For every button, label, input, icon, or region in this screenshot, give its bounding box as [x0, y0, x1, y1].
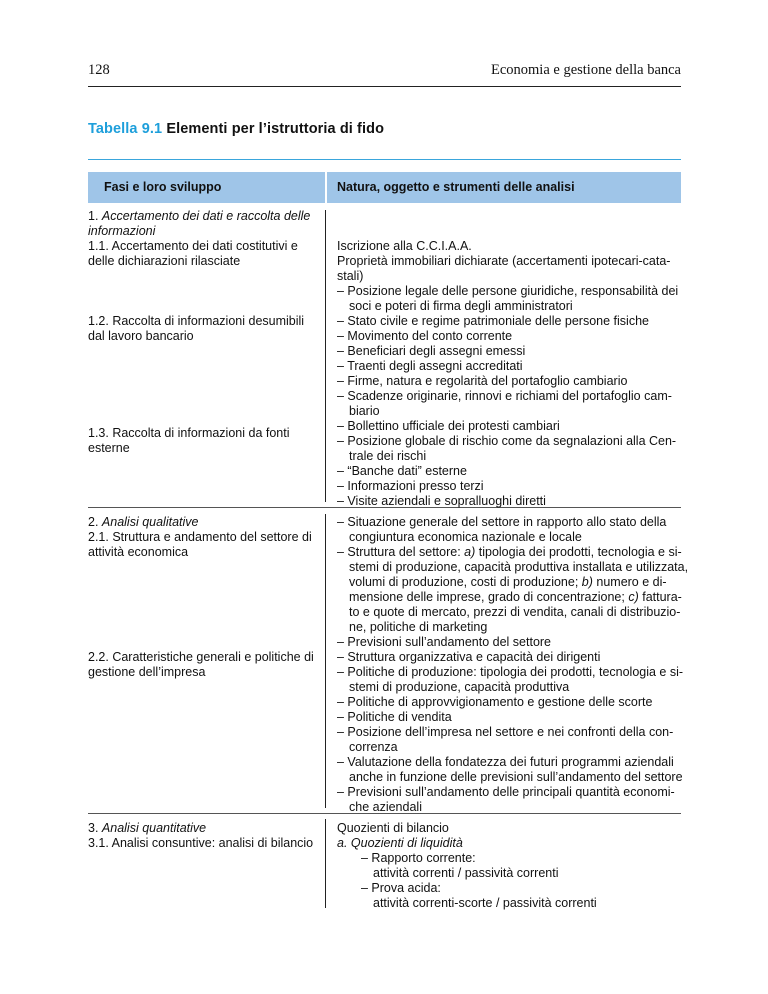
analysis-line: congiuntura economica nazionale e locale — [349, 530, 582, 544]
analysis-line: to e quote di mercato, prezzi di vendita, canali di distribuzio- — [349, 605, 681, 619]
analysis-line: soci e poteri di firma degli amministratori — [349, 299, 573, 313]
table-title: Elementi per l’istruttoria di fido — [166, 121, 385, 137]
column-divider-section-1 — [325, 210, 326, 502]
analysis-line: biario — [349, 404, 380, 418]
analysis-line: stemi di produzione, capacità produttiva installata e utilizzata, — [349, 560, 689, 574]
analysis-line: – Previsioni sull’andamento delle principali quantità economi- — [337, 785, 675, 799]
table-header-divider — [325, 172, 327, 203]
page-number: 128 — [88, 62, 110, 78]
analysis-line: stali) — [337, 269, 364, 283]
subsection-1-1-cont: delle dichiarazioni rilasciate — [88, 254, 241, 268]
analysis-line: Proprietà immobiliari dichiarate (accertamenti ipotecari-cata- — [337, 254, 671, 268]
analysis-line: – Valutazione della fondatezza dei futuri programmi aziendali — [337, 755, 674, 769]
subsection-1-3-cont: esterne — [88, 441, 130, 455]
analysis-line: – Prova acida: — [361, 881, 441, 895]
analysis-line: – Politiche di produzione: tipologia dei prodotti, tecnologia e si- — [337, 665, 684, 679]
analysis-line: – Firme, natura e regolarità del portafoglio cambiario — [337, 374, 628, 388]
table-number: Tabella 9.1 — [88, 121, 163, 137]
running-head: Economia e gestione della banca — [490, 62, 681, 78]
analysis-line: Iscrizione alla C.C.I.A.A. — [337, 239, 472, 253]
analysis-line: volumi di produzione, costi di produzione; b) numero e di- — [349, 575, 667, 589]
analysis-line: stemi di produzione, capacità produttiva — [349, 680, 570, 694]
caption-rule — [88, 159, 681, 160]
analysis-line: ne, politiche di marketing — [349, 620, 488, 634]
subsection-2-2: 2.2. Caratteristiche generali e politiche di — [88, 650, 314, 664]
section-3-heading: 3. Analisi quantitative — [88, 821, 207, 835]
analysis-line: – Informazioni presso terzi — [337, 479, 484, 493]
subsection-1-2-cont: dal lavoro bancario — [88, 329, 194, 343]
analysis-line: – Scadenze originarie, rinnovi e richiami del portafoglio cam- — [337, 389, 672, 403]
subsection-2-1-cont: attività economica — [88, 545, 189, 559]
column-divider-section-3 — [325, 819, 326, 908]
column-header-analysis: Natura, oggetto e strumenti delle analisi — [337, 180, 575, 194]
analysis-line: – Posizione dell’impresa nel settore e nei confronti della con- — [337, 725, 674, 739]
analysis-line: – Struttura organizzativa e capacità dei dirigenti — [337, 650, 601, 664]
subsection-1-1: 1.1. Accertamento dei dati costitutivi e — [88, 239, 298, 253]
analysis-line: – Posizione legale delle persone giuridiche, responsabilità dei — [337, 284, 679, 298]
analysis-line: – Movimento del conto corrente — [337, 329, 513, 343]
analysis-line: – Beneficiari degli assegni emessi — [337, 344, 526, 358]
section-1-heading: 1. Accertamento dei dati e raccolta delle — [88, 209, 311, 223]
analysis-line: anche in funzione delle previsioni sull’andamento del settore — [349, 770, 683, 784]
analysis-line: – Situazione generale del settore in rapporto allo stato della — [337, 515, 667, 529]
column-header-phases: Fasi e loro sviluppo — [104, 180, 222, 194]
analysis-line: a. Quozienti di liquidità — [337, 836, 463, 850]
analysis-line: mensione delle imprese, grado di concentrazione; c) fattura- — [349, 590, 682, 604]
subsection-1-3: 1.3. Raccolta di informazioni da fonti — [88, 426, 290, 440]
analysis-line: – Politiche di approvvigionamento e gestione delle scorte — [337, 695, 653, 709]
analysis-line: – Visite aziendali e sopralluoghi diretti — [337, 494, 546, 508]
analysis-line: – Bollettino ufficiale dei protesti cambiari — [337, 419, 560, 433]
subsection-3-1: 3.1. Analisi consuntive: analisi di bilancio — [88, 836, 314, 850]
analysis-line: – Struttura del settore: a) tipologia dei prodotti, tecnologia e si- — [337, 545, 682, 559]
header-rule — [88, 86, 681, 87]
analysis-line: attività correnti-scorte / passività correnti — [373, 896, 597, 910]
analysis-line: attività correnti / passività correnti — [373, 866, 559, 880]
analysis-line: – Traenti degli assegni accreditati — [337, 359, 523, 373]
analysis-line: – Stato civile e regime patrimoniale delle persone fisiche — [337, 314, 649, 328]
analysis-line: trale dei rischi — [349, 449, 427, 463]
table-caption — [88, 121, 384, 137]
analysis-line: che aziendali — [349, 800, 422, 814]
subsection-1-2: 1.2. Raccolta di informazioni desumibili — [88, 314, 305, 328]
analysis-line: – Politiche di vendita — [337, 710, 452, 724]
analysis-line: Quozienti di bilancio — [337, 821, 449, 835]
analysis-line: correnza — [349, 740, 398, 754]
section-2-heading: 2. Analisi qualitative — [88, 515, 199, 529]
column-divider-section-2 — [325, 514, 326, 808]
section-1-heading-cont: informazioni — [88, 224, 156, 238]
subsection-2-1: 2.1. Struttura e andamento del settore di — [88, 530, 312, 544]
analysis-line: – Previsioni sull’andamento del settore — [337, 635, 552, 649]
analysis-line: – Posizione globale di rischio come da segnalazioni alla Cen- — [337, 434, 677, 448]
analysis-line: – Rapporto corrente: — [361, 851, 476, 865]
analysis-line: – “Banche dati” esterne — [337, 464, 467, 478]
subsection-2-2-cont: gestione dell’impresa — [88, 665, 206, 679]
